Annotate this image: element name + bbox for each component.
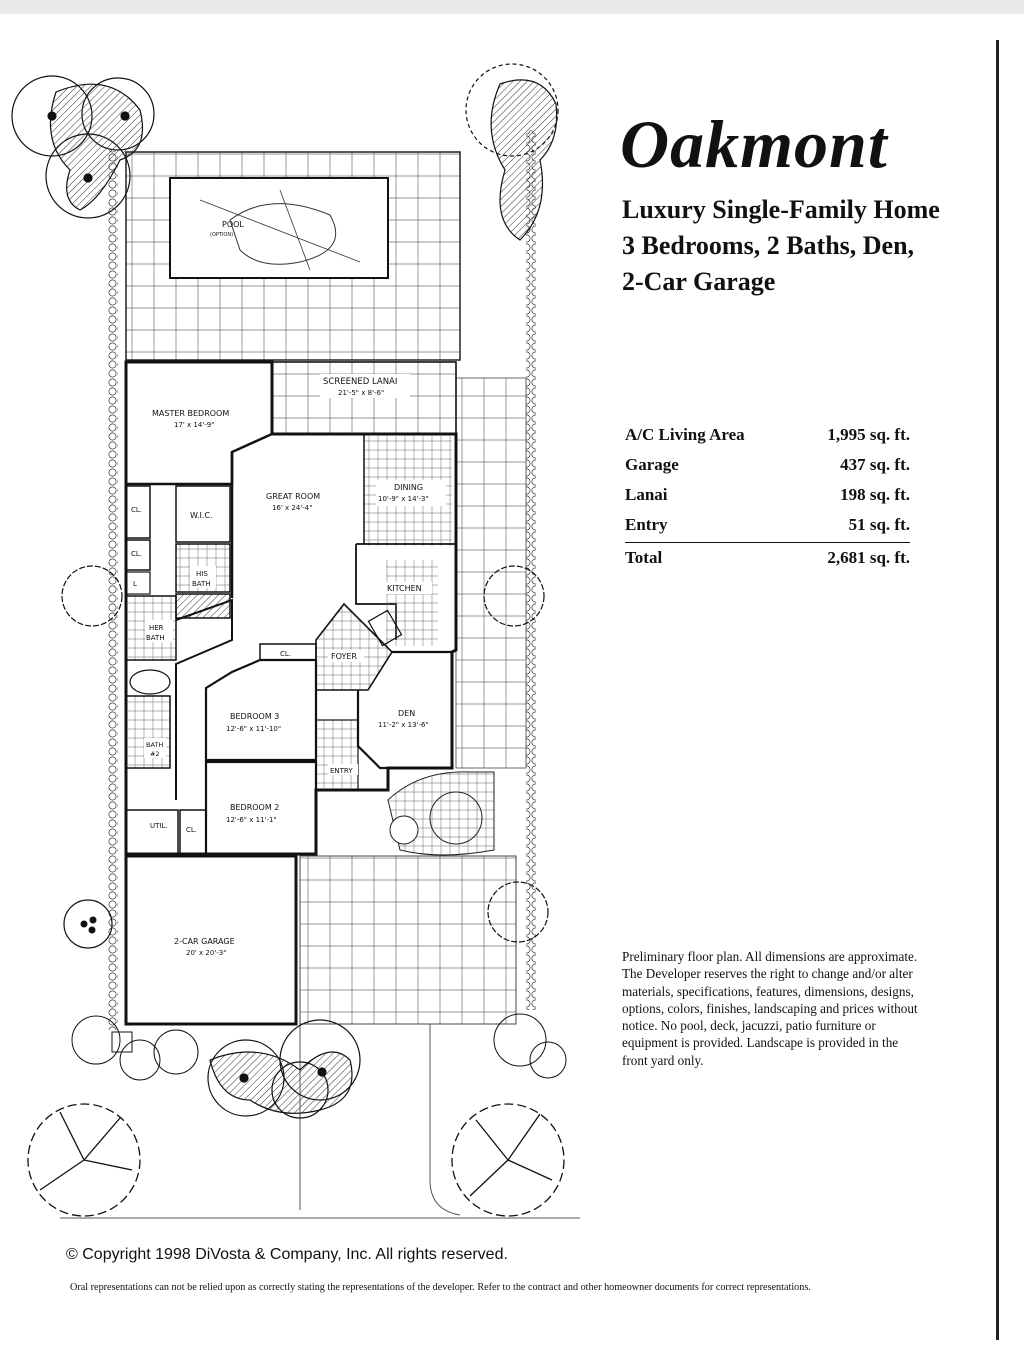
bedroom2-label: BEDROOM 2 — [230, 803, 280, 812]
preliminary-note: Preliminary floor plan. All dimensions are approximate. The Developer reserves the right to change and/or alter materials, specifications, features, dimensions, designs, options, colors, finishes, landscaping and prices without notice. No pool, deck, jacuzzi, patio furniture or equipment is provided. Landscape is provided in the front yard only. — [622, 949, 918, 1068]
side-walkway — [456, 378, 526, 768]
front-tree-cluster — [208, 1020, 360, 1118]
bedroom3-label: BEDROOM 3 — [230, 712, 280, 721]
foyer-label: FOYER — [331, 652, 357, 661]
closet-label-1: CL. — [131, 506, 143, 514]
bedroom2-dim: 12'-6" x 11'-1" — [226, 816, 277, 824]
pool-label: POOL — [222, 220, 244, 229]
master-bedroom-dim: 17' x 14'-9" — [174, 421, 215, 429]
master-bedroom-label: MASTER BEDROOM — [152, 409, 230, 418]
area-table — [625, 420, 910, 573]
floor-plan-drawing — [0, 60, 590, 1230]
subtitle-line: 3 Bedrooms, 2 Baths, Den, — [622, 231, 915, 260]
area-value: 437 sq. ft. — [840, 455, 910, 474]
wic-label: W.I.C. — [190, 511, 213, 520]
closet-label-2: CL. — [131, 550, 143, 558]
area-value: 198 sq. ft. — [840, 485, 910, 504]
entry-label: ENTRY — [330, 767, 353, 775]
linen-label: L — [133, 580, 137, 588]
great-room-label: GREAT ROOM — [266, 492, 321, 501]
lanai-label: SCREENED LANAI — [323, 377, 398, 387]
total-label: Total — [625, 548, 663, 567]
bedroom3-dim: 12'-6" x 11'-10" — [226, 725, 282, 733]
model-subtitle — [622, 192, 982, 300]
her-label: HER — [149, 624, 164, 632]
model-title: Oakmont — [620, 106, 888, 182]
street-tree-right — [452, 1104, 564, 1216]
top-edge-bar — [0, 0, 1024, 14]
area-row — [625, 450, 910, 480]
closet-label-4: CL. — [186, 826, 198, 834]
foyer — [316, 604, 392, 690]
his-label: HIS — [196, 570, 208, 578]
his-bath-label: BATH — [192, 580, 211, 588]
bath2-num-label: #2 — [150, 750, 160, 758]
area-value: 51 sq. ft. — [848, 515, 910, 534]
area-row — [625, 420, 910, 450]
her-bath-label: BATH — [146, 634, 165, 642]
tree-top-right — [466, 64, 558, 240]
lanai-dim: 21'-5" x 8'-6" — [338, 389, 385, 397]
disclaimer-text: Oral representations can not be relied upon as correctly stating the representations of the developer. Refer to the contract and other homeowner documents for correct representations. — [70, 1282, 811, 1293]
hedge-left — [108, 150, 118, 1030]
area-value: 1,995 sq. ft. — [827, 425, 910, 444]
copyright-text: © Copyright 1998 DiVosta & Company, Inc. All rights reserved. — [66, 1246, 508, 1263]
right-margin-rule — [996, 40, 999, 1340]
garage-dim: 20' x 20'-3" — [186, 949, 227, 957]
pool-option-label: (OPTION) — [210, 232, 234, 238]
subtitle-line: 2-Car Garage — [622, 267, 776, 296]
subtitle-line: Luxury Single-Family Home — [622, 195, 940, 224]
util-label: UTIL. — [150, 822, 168, 830]
pool — [170, 178, 388, 278]
kitchen-floor — [386, 560, 438, 646]
front-shrubs-left — [72, 1016, 198, 1080]
den-label: DEN — [398, 709, 416, 718]
great-room-dim: 16' x 24'-4" — [272, 504, 313, 512]
kitchen-label: KITCHEN — [387, 584, 422, 593]
dining-dim: 10'-9" x 14'-3" — [378, 495, 429, 503]
area-label: Garage — [625, 455, 679, 474]
bath2-label: BATH — [146, 741, 164, 749]
den-dim: 11'-2" x 13'-6" — [378, 721, 429, 729]
shrub-garage-left — [64, 900, 112, 948]
driveway — [300, 856, 516, 1024]
area-total-row — [625, 542, 910, 573]
area-row — [625, 480, 910, 510]
area-label: A/C Living Area — [625, 425, 745, 444]
closet-label-3: CL. — [280, 650, 292, 658]
hedge-right — [526, 130, 536, 1010]
total-value: 2,681 sq. ft. — [827, 548, 910, 567]
area-row — [625, 510, 910, 540]
garage-label: 2-CAR GARAGE — [174, 937, 235, 946]
entry — [316, 720, 358, 790]
street-tree-left — [28, 1104, 140, 1216]
dining-label: DINING — [394, 483, 424, 492]
area-label: Lanai — [625, 485, 668, 504]
area-label: Entry — [625, 515, 668, 534]
